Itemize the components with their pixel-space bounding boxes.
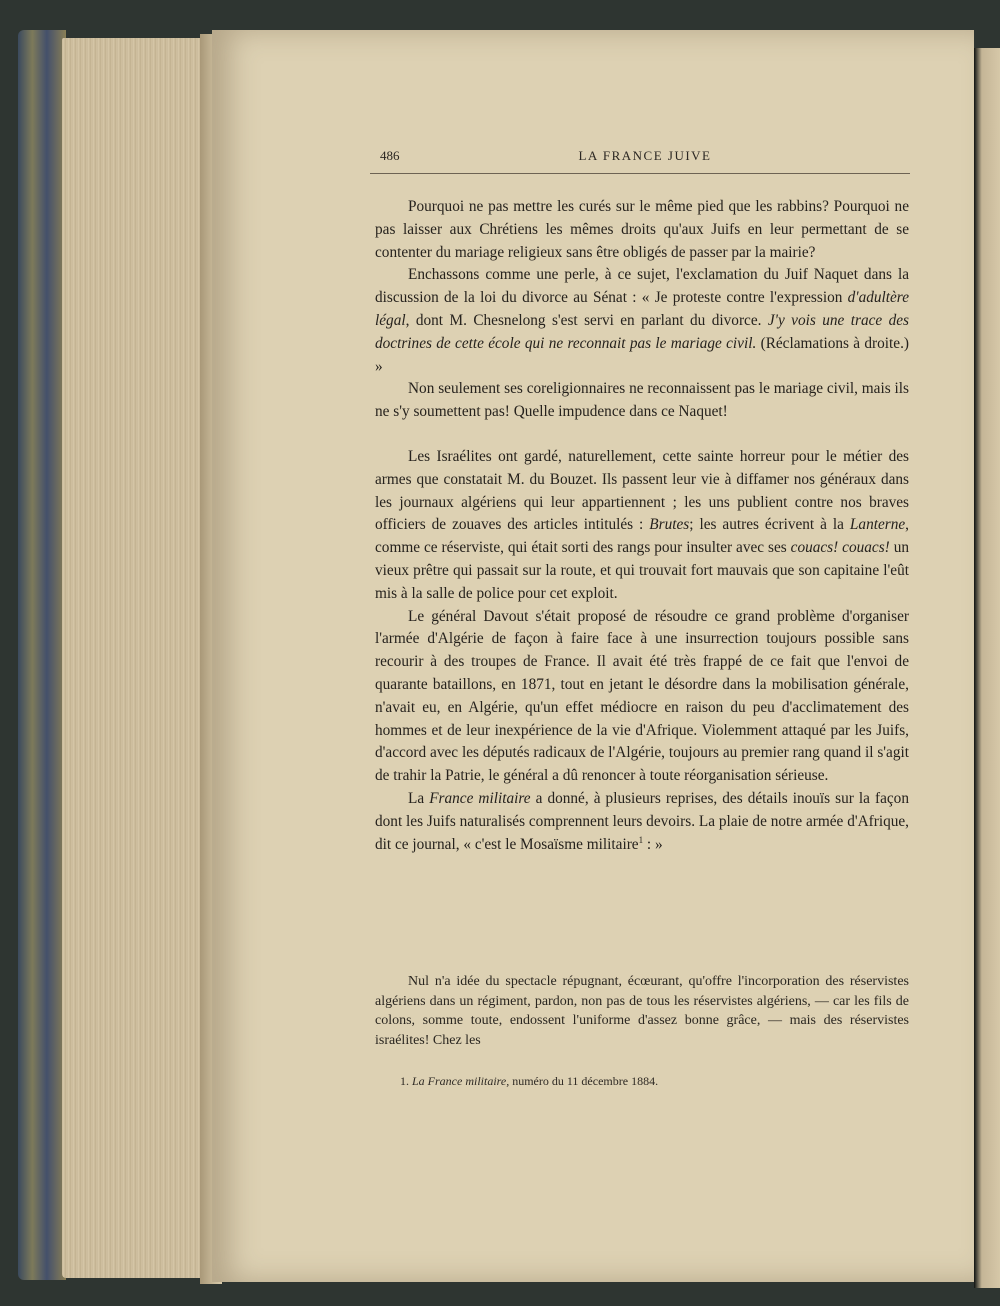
running-title: LA FRANCE JUIVE [578, 148, 712, 163]
italic-run: Lanterne [849, 516, 906, 534]
italic-run: Brutes [649, 516, 690, 534]
paragraph-gap [375, 424, 909, 446]
footnote-ref: 1 [638, 834, 644, 845]
paragraph [375, 606, 909, 788]
text-run: Non seulement ses coreligionnaires ne reconnaissent pas le mariage civil, mais ils ne s'y soumettent pas! Quelle impudence dans ce Naquet! [375, 380, 909, 421]
footnote-source: La France militaire, [412, 1074, 510, 1088]
footnote-detail: numéro du 11 décembre 1884. [509, 1074, 659, 1088]
text-run: ; les autres écrivent à la [689, 516, 850, 534]
footnote [400, 1074, 900, 1089]
text-run: (Réclamations à droite.) » [375, 334, 909, 375]
italic-run: France militaire [429, 789, 531, 807]
paragraph [375, 196, 909, 264]
text-run: Pourquoi ne pas mettre les curés sur le même pied que les rabbins? Pourquoi ne pas laisser aux Chrétiens les mêmes droits qu'aux Juifs en leur permettant de se contenter du mariage religieux sans être obligés de passer par la mairie? [375, 198, 909, 261]
paragraph [375, 378, 909, 424]
body-text [375, 196, 909, 856]
block-quote [375, 972, 909, 1050]
paragraph [375, 446, 909, 606]
footnote-number: 1. [400, 1074, 409, 1088]
text-run: , dont M. Chesnelong s'est servi en parlant du divorce. [405, 311, 768, 329]
text-run: un vieux prêtre qui passait sur la route, et qui trouvait fort mauvais que son capitaine l'eût mis à la salle de police pour cet exploit. [375, 539, 909, 602]
next-page-edge [974, 48, 1000, 1288]
text-run: a donné, à plusieurs reprises, des détails inouïs sur la façon dont les Juifs naturalisés comprennent leurs devoirs. La plaie de notre armée d'Afrique, dit ce journal, « c'est le Mosaïsme militaire [375, 789, 909, 853]
header-rule [370, 173, 910, 174]
running-head [380, 148, 910, 168]
italic-run: couacs! couacs! [790, 539, 890, 557]
text-run: Enchassons comme une perle, à ce sujet, l'exclamation du Juif Naquet dans la discussion de la loi du divorce au Sénat : « Je proteste contre l'expression [375, 266, 909, 307]
paragraph [375, 264, 909, 378]
text-run: La [408, 789, 430, 807]
quote-paragraph: Nul n'a idée du spectacle répugnant, écœurant, qu'offre l'incorporation des réservistes algériens dans un régiment, pardon, non pas de tous les réservistes algériens, — car les fils de colons, somme toute, endossent l'uniforme d'assez bonne grâce, — mais des réservistes israélites! Chez les [375, 974, 909, 1048]
text-run: Le général Davout s'était proposé de résoudre ce grand problème d'organiser l'armée d'Algérie de façon à faire face à une insurrection toujours possible sans recourir à des troupes de France. Il avait été très frappé de ce fait que l'envoi de quarante bataillons, en 1871, tout en jetant le désordre dans la mobilisation générale, n'avait eu, en Algérie, qu'un effet médiocre en raison du peu d'acclimatement des hommes et de leur inexpérience de la vie d'Afrique. Violemment attaqué par les Juifs, d'accord avec les députés radicaux de l'Algérie, toujours au premier rang quand il s'agit de trahir la Patrie, le général a dû renoncer à toute réorganisation sérieuse. [375, 607, 909, 785]
italic-run: J'y vois une trace des doctrines de cette école qui ne reconnait pas le mariage civil. [375, 311, 910, 352]
paragraph [375, 788, 909, 856]
page-number: 486 [380, 148, 400, 163]
page-block-edges [62, 38, 206, 1278]
text-run: , comme ce réserviste, qui était sorti des rangs pour insulter avec ses [375, 516, 909, 557]
italic-run: d'adultère légal [375, 289, 909, 329]
text-run: Les Israélites ont gardé, naturellement, cette sainte horreur pour le métier des armes que constatait M. du Bouzet. Ils passent leur vie à diffamer nos généraux dans les journaux algériens qui leur appartiennent ; les uns publient contre nos braves officiers de zouaves des articles intitulés : [375, 447, 909, 534]
book-cover-edge [18, 30, 66, 1280]
text-run: : » [643, 835, 663, 853]
